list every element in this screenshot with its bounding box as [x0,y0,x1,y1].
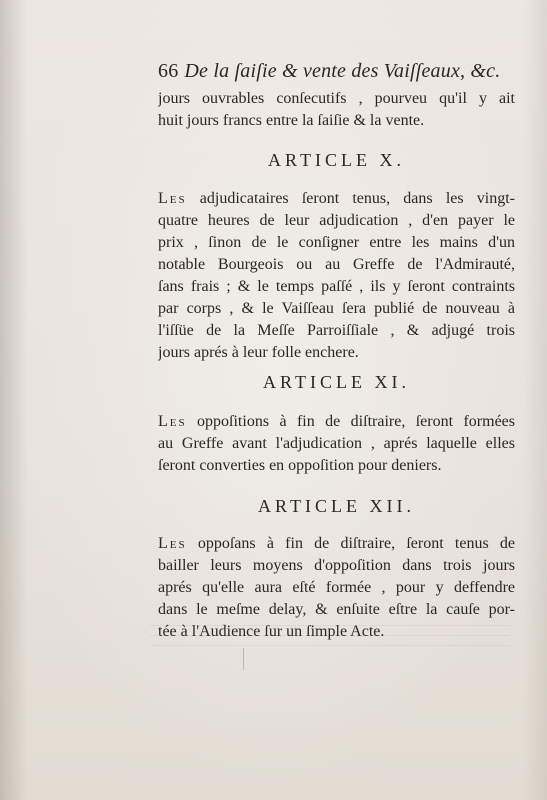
text-fragment: oppoſitions à fin de diſtraire, ſeront formées [186,413,515,430]
article-xi-paragraph [158,411,515,477]
lead-word: Les [158,413,187,430]
article-heading-xii: ARTICLE XII. [258,496,415,516]
text-line: ſeront converties en oppoſition pour deniers. [158,457,442,474]
text-line: bailler leurs moyens d'oppoſition dans trois jours [158,557,515,574]
article-x-paragraph [158,188,515,364]
text-line: au Greffe avant l'adjudication , aprés laquelle elles [158,435,515,452]
lead-word: Les [158,535,187,552]
text-line: tée à l'Audience ſur un ſimple Acte. [158,623,385,640]
running-header [158,60,518,83]
text-line: notable Bourgeois ou au Greffe de l'Admirauté, [158,256,515,273]
show-through-lines [150,625,510,655]
text-fragment: adjudicataires ſeront tenus, dans les vingt- [186,190,515,207]
text-line: ſans frais ; & le temps paſſé , ils y ſeront contraints [158,278,515,295]
article-heading-xi: ARTICLE XI. [263,372,410,392]
text-line: jours ouvrables conſecutifs , pourveu qu'il y ait [158,90,515,107]
gutter-shadow [0,0,28,800]
text-line: aprés qu'elle aura eſté formée , pour y deffendre [158,579,515,596]
page-edge-shadow [523,0,547,800]
text-line [158,411,515,433]
text-line [158,188,515,210]
text-line: jours aprés à leur folle enchere. [158,344,359,361]
article-heading-x: ARTICLE X. [268,150,405,170]
text-fragment: oppoſans à fin de diſtraire, ſeront tenus de [186,535,515,552]
text-line: l'iſſüe de la Meſſe Parroiſſiale , & adjugé trois [158,322,515,339]
text-line: huit jours francs entre la ſaiſie & la vente. [158,112,425,129]
text-line [158,533,515,555]
lead-word: Les [158,190,187,207]
running-title: De la ſaiſie & vente des Vaiſſeaux, &c. [184,60,501,82]
paper-mark [243,648,244,670]
text-line: prix , ſinon de le conſigner entre les mains d'un [158,234,515,251]
intro-paragraph [158,88,515,132]
text-line: quatre heures de leur adjudication , d'en payer le [158,212,515,229]
text-line: dans le meſme delay, & enſuite eſtre la cauſe por- [158,601,515,618]
text-line: par corps , & le Vaiſſeau ſera publié de nouveau à [158,300,515,317]
page-number: 66 [158,60,179,82]
